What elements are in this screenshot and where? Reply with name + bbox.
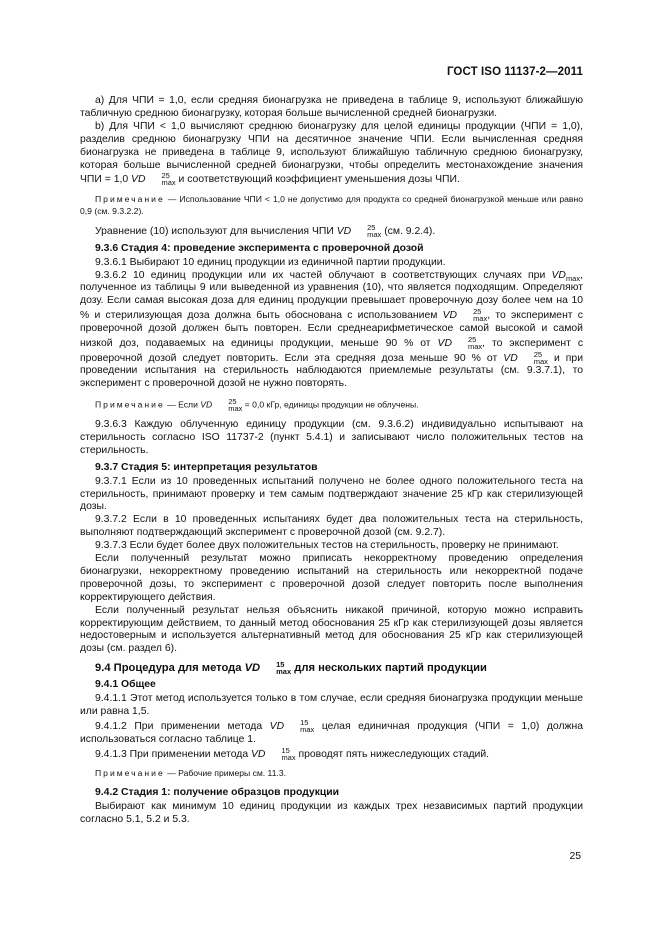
note-1: Примечание — Использование ЧПИ < 1,0 не допустимо для продукта со средней бионагрузкой меньше или равно 0,9 (см. 9.3.2.2). bbox=[80, 194, 583, 216]
note-2: Примечание — Если VD 25 max = 0,0 кГр, единицы продукции не облучены. bbox=[95, 396, 419, 413]
paragraph-9-3-6-1: 9.3.6.1 Выбирают 10 единиц продукции из единичной партии продукции. bbox=[95, 256, 446, 268]
paragraph-9-3-7-1: 9.3.7.1 Если из 10 проведенных испытаний получено не более одного положительного теста на стерильность, принимают проверку и тем самым подтверждают значение 25 кГр как стерилизующей дозы. bbox=[80, 475, 583, 513]
note-3: Примечание — Рабочие примеры см. 11.3. bbox=[95, 768, 287, 779]
paragraph-b: b) Для ЧПИ < 1,0 вычисляют среднюю бионагрузку для целой единицы продукции (ЧПИ = 1,0), разделив среднюю бионагрузку ЧПИ на десятичное значение ЧПИ. Если вычисленная средняя бионагрузка не приведена в таблице 9, используют ближайшую табличную среднюю бионагрузку, которая больше вычисленной средней бионагрузки, чтобы определить местонахождение значения ЧПИ = 1,0 VD 25 max и соответствующий коэффициент уменьшения дозы ЧПИ. bbox=[80, 120, 583, 188]
paragraph-9-3-6-2: 9.3.6.2 10 единиц продукции или их частей облучают в соответствующих случаях при $VD_{max}$, полученное из таблицы 9 или выведенной из уравнения (10), что является подходящим. Определяют дозу. Если самая высокая доза для единиц продукции превышает проверочную дозу более чем на 10 % и стерилизующая доза должна быть обоснована с использованием VD 25 max , то эксперимент с проверочной дозой должен быть повторен. Если среднеарифметическое самой высокой и самой низкой доз, подаваемых на единицы продукции, меньше 90 % от VD 25 max , то эксперимент с проверочной дозой следует повторить. Если эта средняя доза меньше 90 % от VD 25 max и при проведении испытания на стерильность наблюдаются приемлемые результаты (см. 9.3.7.1), то эксперимент с проверочной дозой не нужно повторять. bbox=[80, 269, 584, 390]
page-number: 25 bbox=[569, 851, 581, 862]
heading-9-3-7: 9.3.7 Стадия 5: интерпретация результатов bbox=[95, 461, 318, 473]
paragraph-a: а) Для ЧПИ = 1,0, если средняя бионагрузка не приведена в таблице 9, используют ближайшую табличную среднюю бионагрузку, которая больше вычисленной средней бионагрузки. bbox=[80, 95, 583, 119]
paragraph-9-4-1-3: 9.4.1.3 При применении метода VD 15 max проводят пять нижеследующих стадий. bbox=[95, 745, 490, 762]
paragraph-9-4-2: Выбирают как минимум 10 единиц продукции из каждых трех независимых партий продукции согласно 5.1, 5.2 и 5.3. bbox=[80, 800, 583, 825]
paragraph-9-3-6-3: 9.3.6.3 Каждую облученную единицу продукции (см. 9.3.6.2) индивидуально испытывают на стерильность согласно ISO 11737-2 (пункт 5.4.1) и записывают число положительных тестов на стерильность. bbox=[80, 418, 583, 456]
paragraph-incorrect-2: Если полученный результат нельзя объяснить никакой причиной, которую можно исправить корректирующим действием, то данный метод обоснования 25 кГр как стерилизующей дозы является недостоверным и используется альтернативный метод для обоснования 25 кГр как стерилизующей дозы (см. раздел 6). bbox=[80, 604, 583, 655]
page-header: ГОСТ ISO 11137-2—2011 bbox=[446, 66, 583, 78]
heading-9-4-1: 9.4.1 Общее bbox=[95, 679, 156, 691]
heading-9-4-2: 9.4.2 Стадия 1: получение образцов продукции bbox=[95, 786, 340, 798]
heading-9-4: 9.4 Процедура для метода VD 15 max для нескольких партий продукции bbox=[95, 660, 487, 677]
equation-usage: Уравнение (10) используют для вычисления ЧПИ VD 25 max (см. 9.2.4). bbox=[95, 223, 436, 240]
paragraph-9-3-7-3: 9.3.7.3 Если будет более двух положительных тестов на стерильность, проверку не принимают. bbox=[95, 540, 559, 552]
document-body bbox=[80, 95, 583, 826]
paragraph-9-4-1-2: 9.4.1.2 При применении метода VD 15 max целая единичная продукция (ЧПИ = 1,0) должна использоваться согласно таблице 1. bbox=[80, 718, 584, 745]
paragraph-9-3-7-2: 9.3.7.2 Если в 10 проведенных испытаниях будет два положительных теста на стерильность, выполняют подтверждающий эксперимент с проверочной дозой (см. 9.2.7). bbox=[80, 514, 583, 539]
heading-9-3-6: 9.3.6 Стадия 4: проведение эксперимента с проверочной дозой bbox=[95, 242, 424, 254]
paragraph-9-4-1-1: 9.4.1.1 Этот метод используется только в том случае, если средняя бионагрузка продукции меньше или равна 1,5. bbox=[80, 693, 583, 718]
paragraph-incorrect-1: Если полученный результат можно приписать некорректному проведению определения бионагрузки, некорректному проведению испытаний на стерильность или некорректной подаче проверочной дозы, то эксперимент с проверочной дозой следует повторить после выполнения корректирующего действия. bbox=[80, 553, 583, 603]
